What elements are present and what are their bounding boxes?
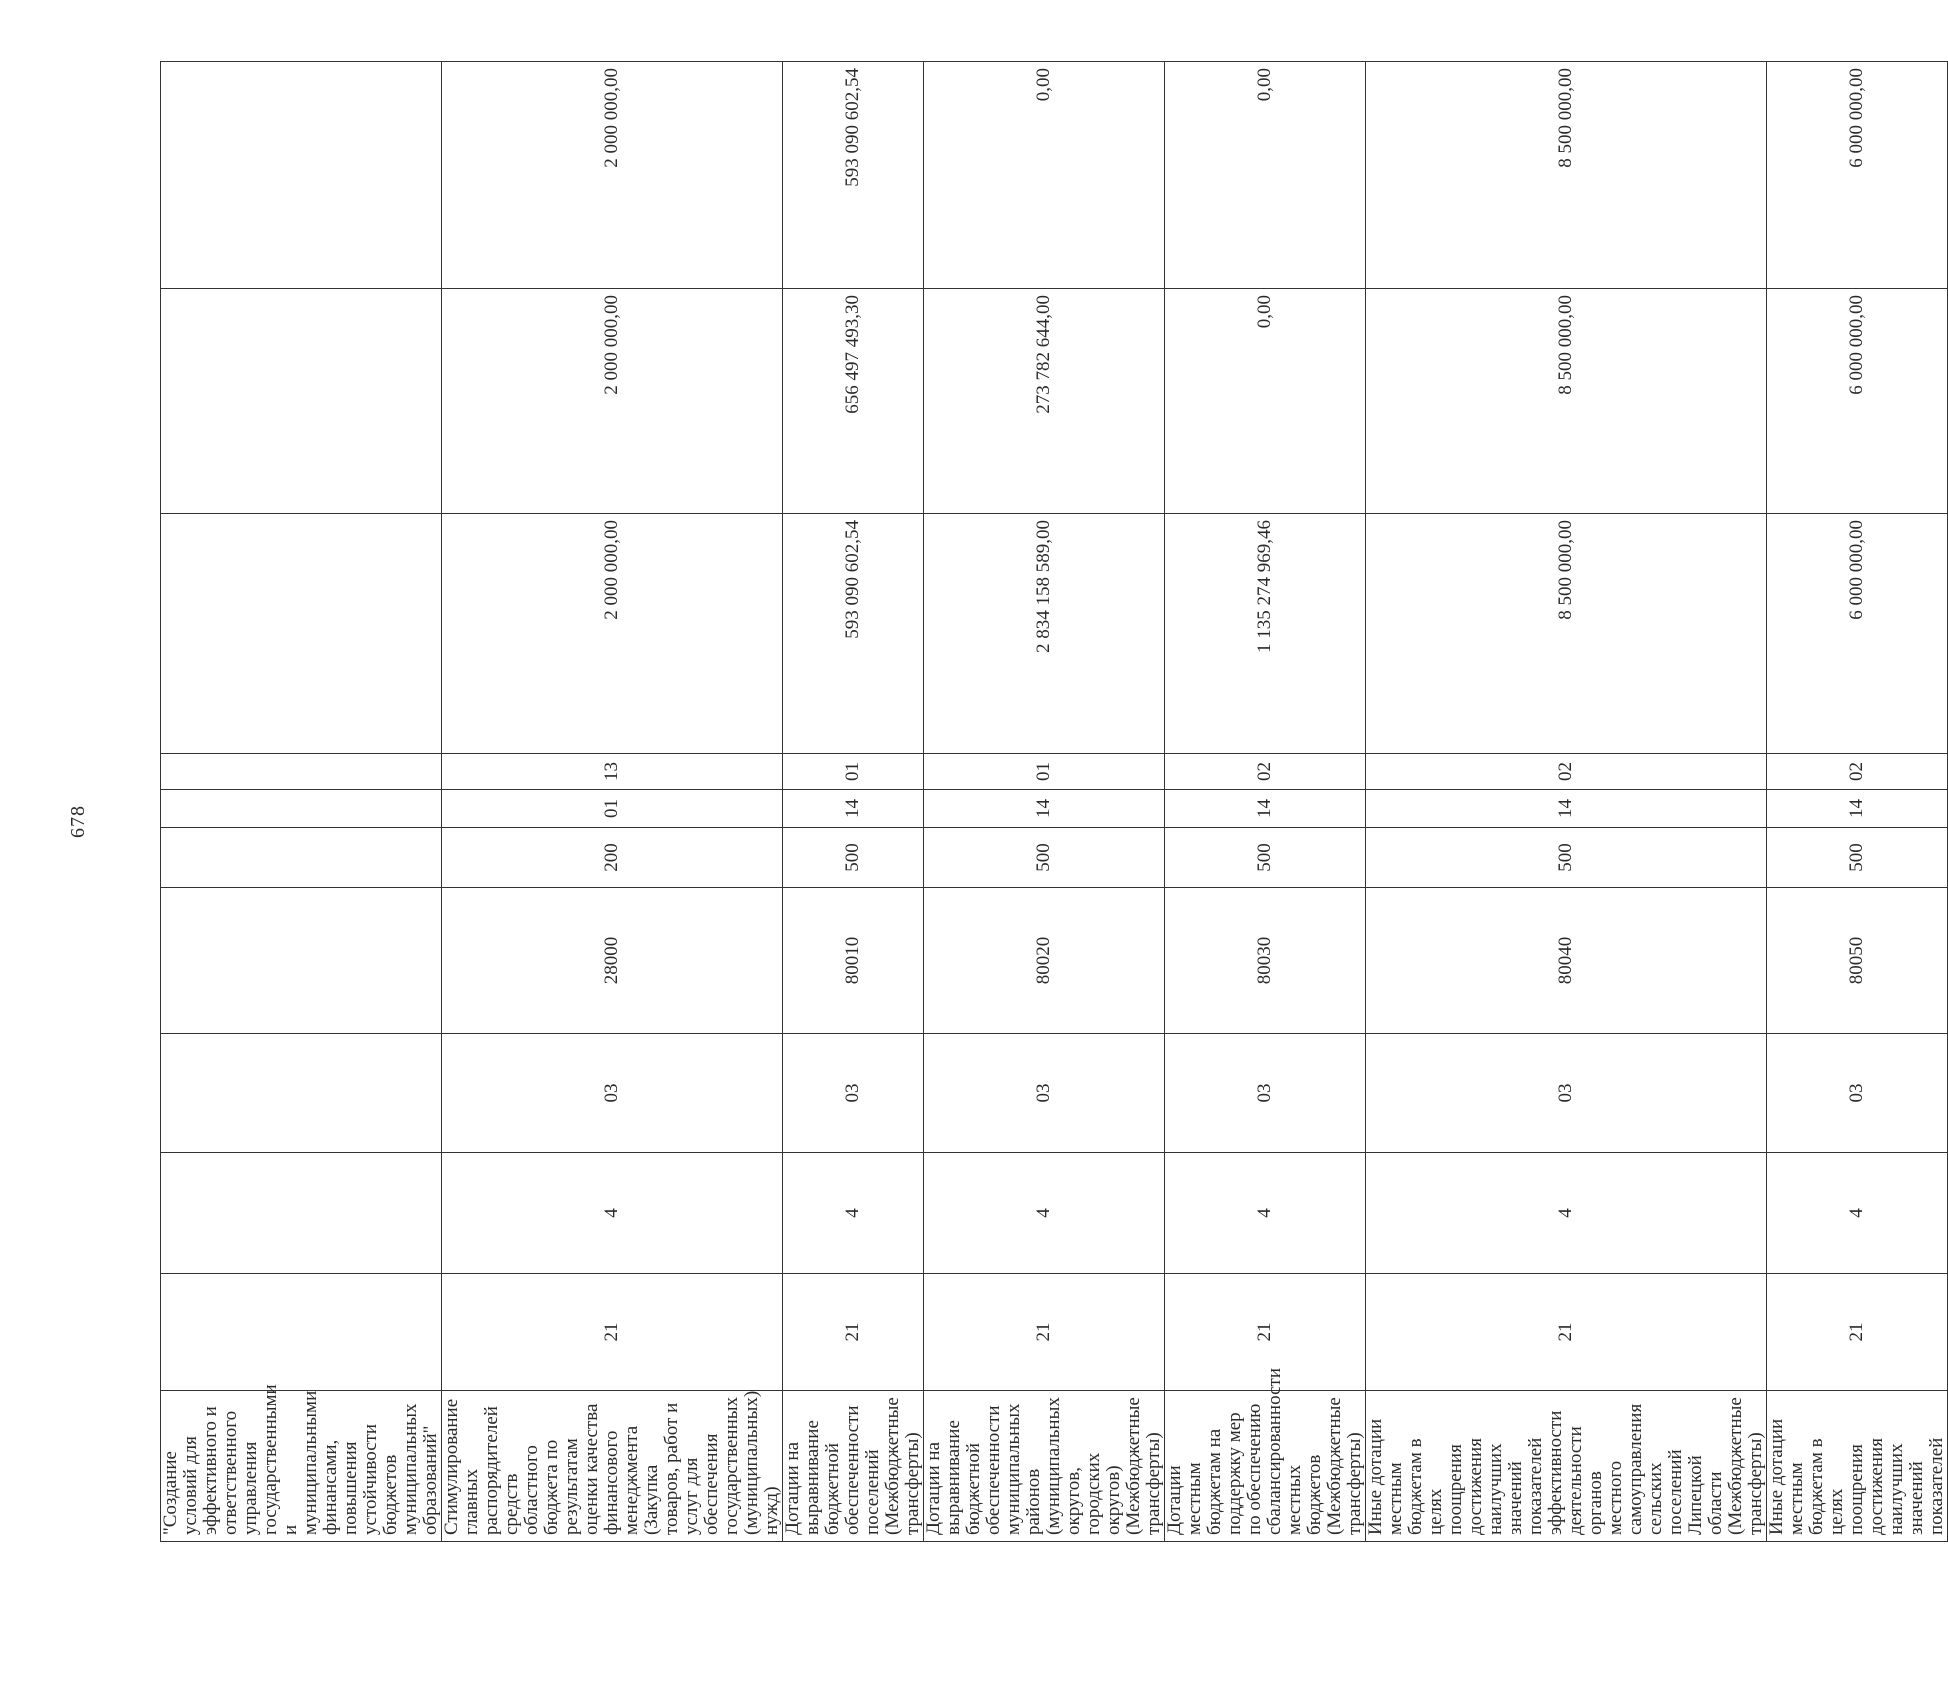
subsection-cell: 02 <box>1165 754 1366 790</box>
code-subtype-cell: 4 <box>1165 1153 1366 1274</box>
program-name-cell: "Создание условий для эффективного и ответственного управления государственными и муниципальными финансами, повышения устойчивости бюджетов муниципальных образований" <box>161 1391 442 1542</box>
amount-year-3-cell: 2 000 000,00 <box>442 62 783 289</box>
code-program-cell: 21 <box>1165 1274 1366 1391</box>
amount-year-2-cell: 6 000 000,00 <box>1767 289 1948 514</box>
budget-table <box>160 61 1948 1542</box>
amount-year-1-cell: 593 090 602,54 <box>783 514 924 754</box>
code-subprogram-cell: 03 <box>1366 1034 1767 1153</box>
amount-year-1-cell: 6 000 000,00 <box>1767 514 1948 754</box>
table-row <box>1767 62 1948 1542</box>
code-program-cell: 21 <box>1767 1274 1948 1391</box>
expense-type-cell: 500 <box>924 828 1165 888</box>
code-subprogram-cell: 03 <box>783 1034 924 1153</box>
code-subtype-cell: 4 <box>442 1153 783 1274</box>
section-cell: 14 <box>783 790 924 828</box>
amount-year-1-cell: 8 500 000,00 <box>1366 514 1767 754</box>
code-subtype-cell: 4 <box>1366 1153 1767 1274</box>
program-name-cell: Иные дотации местным бюджетам в целях поощрения достижения наилучших значений показателей эффективности деятельности органов местного самоуправления сельских поселений Липецкой области (Межбюджетные трансферты) <box>1366 1391 1767 1542</box>
program-name-cell: Дотации местным бюджетам на поддержку мер по обеспечению сбалансированности местных бюджетов (Межбюджетные трансферты) <box>1165 1391 1366 1542</box>
subsection-cell: 02 <box>1366 754 1767 790</box>
amount-year-2-cell: 2 000 000,00 <box>442 289 783 514</box>
table-row <box>161 62 442 1542</box>
code-direction-cell: 80010 <box>783 888 924 1034</box>
subsection-cell <box>161 754 442 790</box>
budget-table-body <box>161 62 1948 1542</box>
budget-table-container <box>160 62 1947 1542</box>
code-subprogram-cell: 03 <box>442 1034 783 1153</box>
table-row <box>1165 62 1366 1542</box>
subsection-cell: 13 <box>442 754 783 790</box>
expense-type-cell: 200 <box>442 828 783 888</box>
section-cell: 14 <box>1366 790 1767 828</box>
amount-year-3-cell <box>161 62 442 289</box>
code-direction-cell: 28000 <box>442 888 783 1034</box>
amount-year-3-cell: 0,00 <box>924 62 1165 289</box>
code-subprogram-cell: 03 <box>924 1034 1165 1153</box>
code-program-cell: 21 <box>442 1274 783 1391</box>
expense-type-cell: 500 <box>1366 828 1767 888</box>
section-cell <box>161 790 442 828</box>
code-direction-cell: 80050 <box>1767 888 1948 1034</box>
subsection-cell: 01 <box>783 754 924 790</box>
amount-year-2-cell: 273 782 644,00 <box>924 289 1165 514</box>
code-subtype-cell: 4 <box>783 1153 924 1274</box>
code-subprogram-cell <box>161 1034 442 1153</box>
code-program-cell: 21 <box>783 1274 924 1391</box>
code-direction-cell <box>161 888 442 1034</box>
code-subprogram-cell: 03 <box>1767 1034 1948 1153</box>
code-direction-cell: 80040 <box>1366 888 1767 1034</box>
code-direction-cell: 80030 <box>1165 888 1366 1034</box>
amount-year-2-cell <box>161 289 442 514</box>
program-name-cell: Дотации на выравнивание бюджетной обеспеченности муниципальных районов (муниципальных округов, городских округов) (Межбюджетные трансферты) <box>924 1391 1165 1542</box>
subsection-cell: 01 <box>924 754 1165 790</box>
program-name-cell: Дотации на выравнивание бюджетной обеспеченности поселений (Межбюджетные трансферты) <box>783 1391 924 1542</box>
amount-year-3-cell: 6 000 000,00 <box>1767 62 1948 289</box>
code-program-cell <box>161 1274 442 1391</box>
code-subtype-cell <box>161 1153 442 1274</box>
amount-year-3-cell: 0,00 <box>1165 62 1366 289</box>
amount-year-3-cell: 593 090 602,54 <box>783 62 924 289</box>
expense-type-cell: 500 <box>1165 828 1366 888</box>
amount-year-1-cell: 2 000 000,00 <box>442 514 783 754</box>
program-name-cell: Стимулирование главных распорядителей средств областного бюджета по результатам оценки качества финансового менеджмента (Закупка товаров, работ и услуг для обеспечения государственных (муниципальных) нужд) <box>442 1391 783 1542</box>
program-name-cell: Иные дотации местным бюджетам в целях поощрения достижения наилучших значений показателей <box>1767 1391 1948 1542</box>
amount-year-3-cell: 8 500 000,00 <box>1366 62 1767 289</box>
section-cell: 14 <box>1767 790 1948 828</box>
table-row <box>1366 62 1767 1542</box>
subsection-cell: 02 <box>1767 754 1948 790</box>
amount-year-2-cell: 656 497 493,30 <box>783 289 924 514</box>
code-direction-cell: 80020 <box>924 888 1165 1034</box>
table-row <box>783 62 924 1542</box>
section-cell: 14 <box>924 790 1165 828</box>
expense-type-cell: 500 <box>783 828 924 888</box>
expense-type-cell: 500 <box>1767 828 1948 888</box>
section-cell: 01 <box>442 790 783 828</box>
page-number: 678 <box>67 805 89 838</box>
table-row <box>924 62 1165 1542</box>
code-subtype-cell: 4 <box>1767 1153 1948 1274</box>
code-program-cell: 21 <box>924 1274 1165 1391</box>
table-row <box>442 62 783 1542</box>
code-subtype-cell: 4 <box>924 1153 1165 1274</box>
code-program-cell: 21 <box>1366 1274 1767 1391</box>
amount-year-2-cell: 8 500 000,00 <box>1366 289 1767 514</box>
amount-year-1-cell: 1 135 274 969,46 <box>1165 514 1366 754</box>
code-subprogram-cell: 03 <box>1165 1034 1366 1153</box>
expense-type-cell <box>161 828 442 888</box>
amount-year-1-cell <box>161 514 442 754</box>
amount-year-1-cell: 2 834 158 589,00 <box>924 514 1165 754</box>
section-cell: 14 <box>1165 790 1366 828</box>
amount-year-2-cell: 0,00 <box>1165 289 1366 514</box>
